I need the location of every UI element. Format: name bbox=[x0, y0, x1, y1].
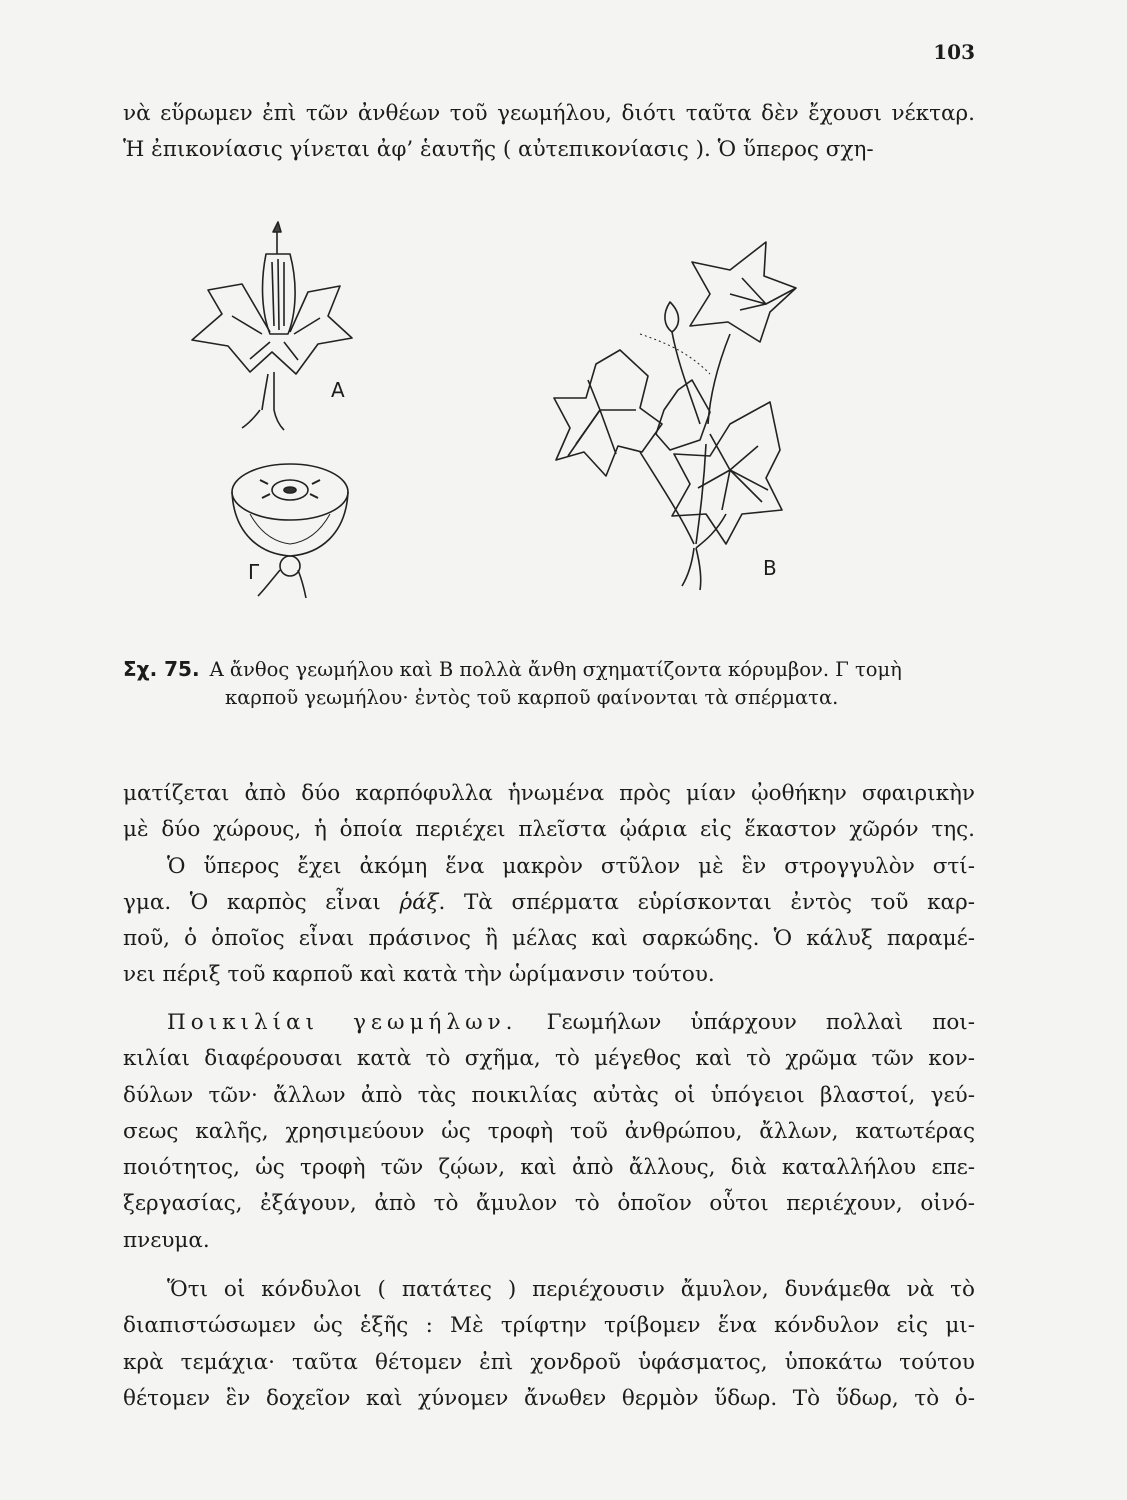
figure-number: Σχ. 75. bbox=[123, 657, 200, 681]
emphasis-term: ῥάξ bbox=[399, 889, 439, 915]
flower-cluster-drawing bbox=[554, 242, 796, 590]
top-paragraph bbox=[123, 96, 975, 169]
caption-line bbox=[123, 655, 975, 684]
caption-text: Α ἄνθος γεωμήλου καὶ Β πολλὰ ἄνθη σχηματίζοντα κόρυμβον. Γ τομὴ bbox=[209, 658, 902, 681]
page-number: 103 bbox=[933, 40, 975, 64]
text-segment: Γεωμήλων ὑπάρχουν πολλαὶ ποι- bbox=[546, 1010, 975, 1035]
text-line: μὲ δύο χώρους, ἡ ὁποία περιέχει πλεῖστα ᾠάρια εἰς ἕκαστον χῶρόν της. bbox=[123, 817, 975, 843]
text-line: δύλων τῶν· ἄλλων ἀπὸ τὰς ποικιλίας αὐτὰς οἱ ὑπόγειοι βλαστοί, γεύ- bbox=[123, 1082, 975, 1108]
figure-caption bbox=[123, 655, 975, 712]
text-line: σεως καλῆς, χρησιμεύουν ὡς τροφὴ τοῦ ἀνθρώπου, ἄλλων, κατωτέρας bbox=[123, 1118, 975, 1144]
text-line: διαπιστώσωμεν ὡς ἑξῆς : Μὲ τρίφτην τρίβομεν ἕνα κόνδυλον εἰς μι- bbox=[123, 1313, 975, 1339]
text-line: ποιότητος, ὡς τροφὴ τῶν ζῴων, καὶ ἀπὸ ἄλλους, διὰ καταλλήλου επε- bbox=[123, 1155, 975, 1181]
text-line: Ὁ ὕπερος ἔχει ἀκόμη ἕνα μακρὸν στῦλον μὲ ἓν στρογγυλὸν στί- bbox=[167, 853, 975, 879]
text-line: ποῦ, ὁ ὁποῖος εἶναι πράσινος ἢ μέλας καὶ σαρκώδης. Ὁ κάλυξ παραμέ- bbox=[123, 926, 975, 952]
text-line: νει πέριξ τοῦ καρποῦ καὶ κατὰ τὴν ὡρίμανσιν τούτου. bbox=[123, 962, 715, 988]
text-line bbox=[123, 1005, 975, 1041]
figure-label-a: Α bbox=[331, 378, 345, 402]
text-line: Ἡ ἐπικονίασις γίνεται ἀφ’ ἑαυτῆς ( αὐτεπικονίασις ). Ὁ ὕπερος σχη- bbox=[123, 137, 874, 163]
text-line: κρὰ τεμάχια· ταῦτα θέτομεν ἐπὶ χονδροῦ ὑφάσματος, ὑποκάτω τούτου bbox=[123, 1349, 975, 1375]
figure-potato-flowers bbox=[170, 214, 800, 614]
potato-flower-illustration bbox=[170, 214, 800, 614]
text-line: θέτομεν ἓν δοχεῖον καὶ χύνομεν ἄνωθεν θερμὸν ὕδωρ. Τὸ ὕδωρ, τὸ ὁ- bbox=[123, 1385, 975, 1411]
text-segment: γμα. Ὁ καρπὸς εἶναι bbox=[123, 889, 400, 915]
text-line: κιλίαι διαφέρουσαι κατὰ τὸ σχῆμα, τὸ μέγεθος καὶ τὸ χρῶμα τῶν κον- bbox=[123, 1046, 975, 1072]
text-line: πνευμα. bbox=[123, 1227, 210, 1253]
text-line: ξεργασίας, ἐξάγουν, ἀπὸ τὸ ἄμυλον τὸ ὁποῖον οὗτοι περιέχουν, οἰνό- bbox=[123, 1191, 975, 1217]
figure-label-b: Β bbox=[763, 556, 777, 580]
text-line bbox=[123, 885, 975, 921]
paragraph-starch bbox=[123, 1272, 975, 1417]
paragraph-pistil bbox=[123, 776, 975, 994]
section-heading: Ποικιλίαι γεωμήλων. bbox=[167, 1010, 518, 1035]
text-line: ματίζεται ἀπὸ δύο καρπόφυλλα ἡνωμένα πρὸς μίαν ᾠοθήκην σφαιρικὴν bbox=[123, 781, 975, 806]
paragraph-varieties bbox=[123, 1005, 975, 1259]
figure-label-g: Γ bbox=[248, 560, 260, 584]
text-line: Ὅτι οἱ κόνδυλοι ( πατάτες ) περιέχουσιν ἄμυλον, δυνάμεθα νὰ τὸ bbox=[167, 1277, 975, 1302]
text-line: νὰ εὕρωμεν ἐπὶ τῶν ἀνθέων τοῦ γεωμήλου, διότι ταῦτα δὲν ἔχουσι νέκταρ. bbox=[123, 101, 975, 126]
caption-line: καρποῦ γεωμήλου· ἐντὸς τοῦ καρποῦ φαίνονται τὰ σπέρματα. bbox=[225, 686, 839, 709]
text-segment: . Τὰ σπέρματα εὑρίσκονται ἐντὸς τοῦ καρ- bbox=[438, 889, 975, 915]
single-flower-drawing bbox=[192, 222, 352, 430]
